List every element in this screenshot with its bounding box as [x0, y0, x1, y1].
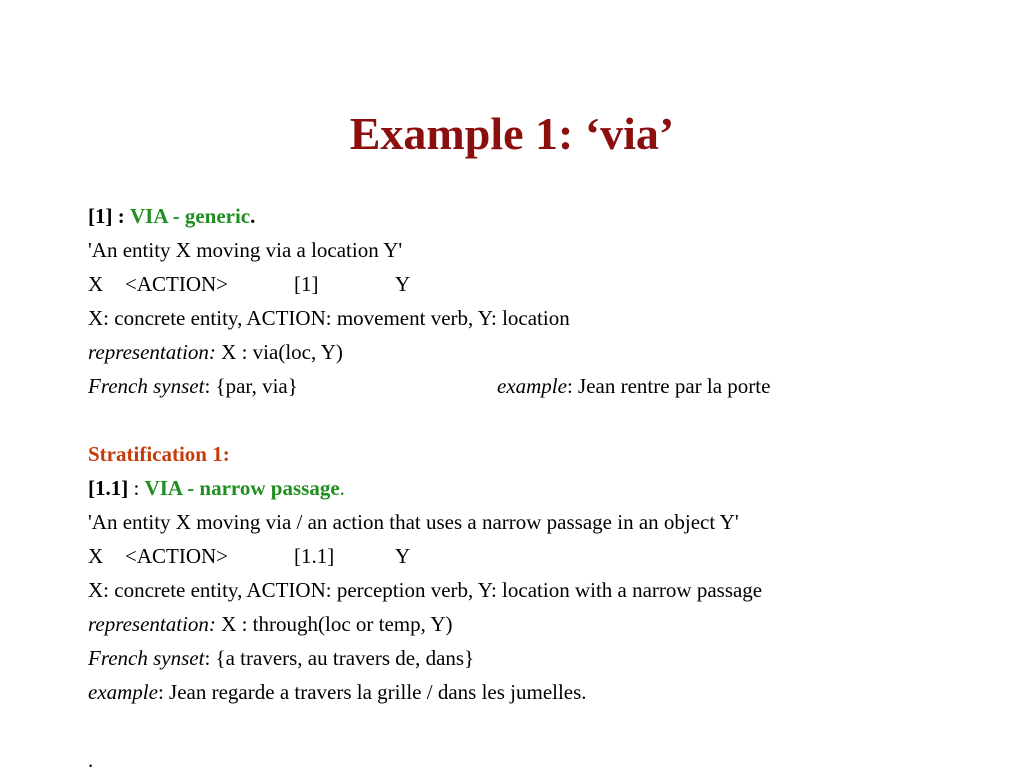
section1-french-synset — [88, 369, 298, 403]
section1-name-punct: . — [250, 204, 256, 228]
section1-french-label: French synset — [88, 374, 205, 398]
slide-body — [88, 199, 988, 768]
stratification-example — [88, 675, 988, 709]
blank-line-2 — [88, 709, 988, 743]
stratification-name: VIA - narrow passage — [144, 476, 340, 500]
stratification-french — [88, 641, 988, 675]
section1-representation-label: representation: — [88, 340, 216, 364]
stratification-gloss: 'An entity X moving via / an action that uses a narrow passage in an object Y' — [88, 510, 739, 534]
stratification-pattern-action: <ACTION> — [125, 544, 229, 568]
section1-types: X: concrete entity, ACTION: movement verb, Y: location — [88, 306, 570, 330]
stratification-header — [88, 471, 988, 505]
section1-id: [1] : — [88, 204, 125, 228]
stratification-french-value: : {a travers, au travers de, dans} — [204, 646, 475, 670]
section1-pattern — [88, 267, 988, 301]
section1-french — [88, 369, 988, 403]
stratification-representation — [88, 607, 988, 641]
section1-pattern-x: X — [88, 272, 104, 296]
stratification-example-label: example — [88, 680, 158, 704]
section1-gloss: 'An entity X moving via a location Y' — [88, 238, 403, 262]
section1-name: VIA - generic — [129, 204, 251, 228]
section1-representation-value: X : via(loc, Y) — [215, 340, 343, 364]
section1-example-label: example — [497, 374, 567, 398]
section1-french-value: : {par, via} — [204, 374, 298, 398]
stratification-types: X: concrete entity, ACTION: perception verb, Y: location with a narrow passage — [88, 578, 763, 602]
stratification-pattern-y: Y — [395, 544, 411, 568]
stratification-pattern-x: X — [88, 544, 104, 568]
stratification-pattern-ref: [1.1] — [294, 544, 335, 568]
section1-pattern-action: <ACTION> — [125, 272, 229, 296]
stratification-pattern — [88, 539, 988, 573]
stratification-id: [1.1] — [88, 476, 129, 500]
section1-example — [497, 369, 770, 403]
section1-pattern-ref: [1] — [294, 272, 319, 296]
section1-representation — [88, 335, 988, 369]
stratification-representation-value: X : through(loc or temp, Y) — [215, 612, 453, 636]
stratification-representation-label: representation: — [88, 612, 216, 636]
section1-header — [88, 199, 988, 233]
stratification-heading: Stratification 1: — [88, 442, 230, 466]
stratification-id-sep: : — [128, 476, 145, 500]
slide-title: Example 1: ‘via’ — [349, 108, 675, 159]
section1-example-value: : Jean rentre par la porte — [566, 374, 771, 398]
trailing-dot: . — [88, 748, 94, 768]
stratification-french-label: French synset — [88, 646, 205, 670]
stratification-name-punct: . — [339, 476, 345, 500]
section1-pattern-y: Y — [395, 272, 411, 296]
stratification-example-value: : Jean regarde a travers la grille / dans les jumelles. — [157, 680, 587, 704]
blank-line — [88, 403, 988, 437]
